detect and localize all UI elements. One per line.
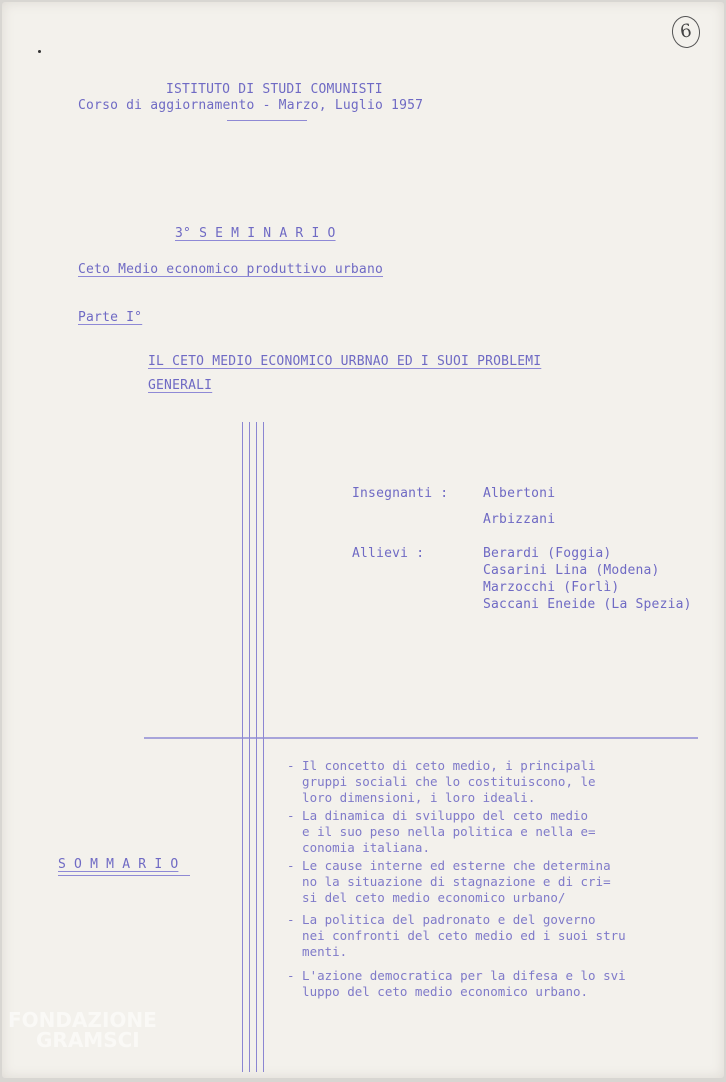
student-name: Casarini Lina (Modena) bbox=[483, 563, 660, 578]
seminar-subject: Ceto Medio economico produttivo urbano bbox=[78, 262, 384, 277]
part-label: Parte I° bbox=[78, 310, 143, 325]
summary-line: menti. bbox=[287, 944, 348, 959]
summary-label: S O M M A R I O bbox=[58, 857, 179, 872]
document-page bbox=[2, 2, 724, 1078]
summary-line: no la situazione di stagnazione e di cri= bbox=[287, 874, 611, 889]
teacher-name: Albertoni bbox=[483, 486, 556, 501]
institute-name: ISTITUTO DI STUDI COMUNISTI bbox=[166, 82, 383, 97]
heading-line-2: GENERALI bbox=[148, 378, 213, 393]
summary-line: gruppi sociali che lo costituiscono, le bbox=[287, 774, 596, 789]
summary-line: - Le cause interne ed esterne che determina bbox=[287, 858, 611, 873]
ink-speck bbox=[38, 50, 41, 53]
seminar-title: 3° S E M I N A R I O bbox=[175, 226, 336, 241]
archive-watermark-logo: FONDAZIONE GRAMSCI bbox=[8, 1008, 157, 1052]
student-name: Marzocchi (Forlì) bbox=[483, 580, 620, 595]
summary-line: - La politica del padronato e del governo bbox=[287, 912, 596, 927]
vertical-rule-3 bbox=[256, 422, 257, 1072]
heading-line-1: IL CETO MEDIO ECONOMICO URBNAO ED I SUOI PROBLEMI bbox=[148, 354, 542, 369]
teacher-name: Arbizzani bbox=[483, 512, 556, 527]
summary-line: e il suo peso nella politica e nella e= bbox=[287, 824, 596, 839]
summary-line: si del ceto medio economico urbano/ bbox=[287, 890, 566, 905]
summary-line: conomia italiana. bbox=[287, 840, 430, 855]
vertical-rule-4 bbox=[263, 422, 264, 1072]
student-name: Berardi (Foggia) bbox=[483, 546, 612, 561]
course-line: Corso di aggiornamento - Marzo, Luglio 1957 bbox=[78, 98, 424, 113]
summary-label-double-rule bbox=[58, 875, 190, 876]
page-number: 6 bbox=[670, 14, 702, 50]
summary-line: - La dinamica di sviluppo del ceto medio bbox=[287, 808, 589, 823]
vertical-rule-1 bbox=[242, 422, 243, 1072]
summary-line: loro dimensioni, i loro ideali. bbox=[287, 790, 536, 805]
summary-line: luppo del ceto medio economico urbano. bbox=[287, 984, 589, 999]
header-rule bbox=[227, 120, 307, 121]
students-label: Allievi : bbox=[352, 546, 425, 561]
summary-divider bbox=[144, 737, 698, 739]
vertical-rule-2 bbox=[249, 422, 250, 1072]
student-name: Saccani Eneide (La Spezia) bbox=[483, 597, 692, 612]
summary-line: - L'azione democratica per la difesa e lo svi bbox=[287, 968, 626, 983]
summary-line: nei confronti del ceto medio ed i suoi stru bbox=[287, 928, 626, 943]
summary-line: - Il concetto di ceto medio, i principali bbox=[287, 758, 596, 773]
teachers-label: Insegnanti : bbox=[352, 486, 449, 501]
